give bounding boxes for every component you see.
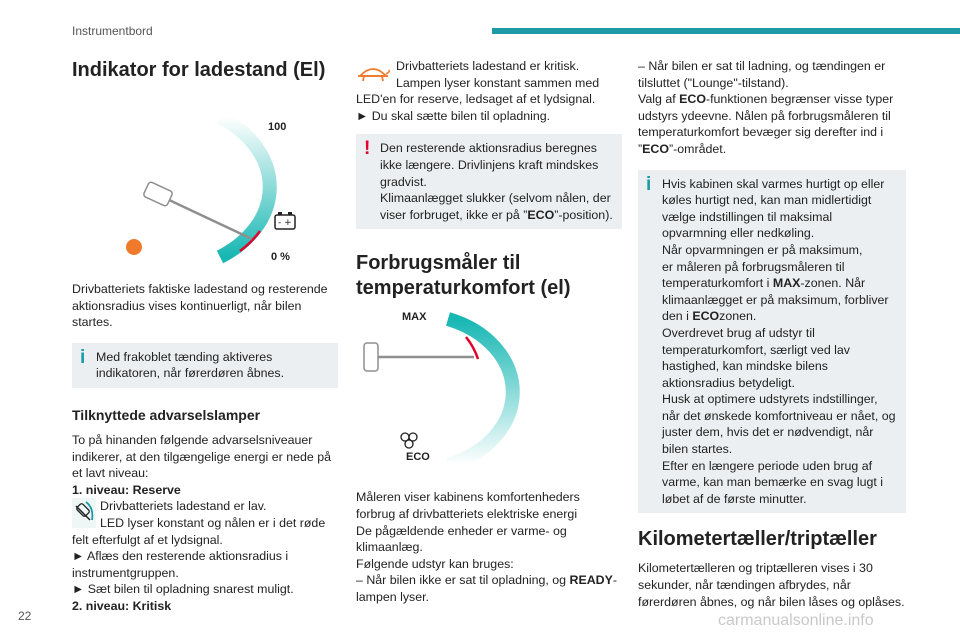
note-p2: Når opvarmningen er på maksimum, (662, 242, 863, 257)
gauge-label-max: MAX (402, 311, 427, 324)
warning-note-line2: Klimaanlægget slukker (selvom nålen, der viser forbruget, ikke er på ”ECO”-position). (380, 191, 613, 222)
info-icon: i (646, 173, 652, 195)
battery-plug-icon (275, 212, 295, 229)
charge-gauge-illustration (72, 89, 338, 269)
level1-bullet2: ► Sæt bilen til opladning snarest muligt. (72, 582, 294, 597)
comfort-desc2: De pågældende enheder er varme- og klimaanlæg. (356, 523, 567, 555)
eco-leaves-icon (401, 433, 417, 448)
column-2 (356, 58, 622, 606)
critical-line2: Lampen lyser konstant sammen med LED'en for reserve, ledsaget af et lydsignal. (356, 75, 600, 107)
gauge-label-eco: ECO (406, 451, 430, 464)
odometer-text: Kilometertælleren og triptælleren vises i 30 sekunder, når tændingen afbrydes, når førerdøren åbnes, og når bilen låses og oplåses. (638, 561, 905, 609)
info-note-text: Med frakoblet tænding aktiveres indikatoren, når førerdøren åbnes. (96, 349, 285, 381)
comfort-gauge-svg (356, 307, 622, 477)
comfort-gauge-illustration (356, 307, 622, 477)
watermark: carmanualsonline.info (718, 612, 874, 629)
note-p5: Husk at optimere udstyrets indstillinger, når det ønskede komfortniveau er nået, og juster dem, hvis det er nødvendigt, når bilen startes. (662, 392, 896, 457)
critical-block (356, 58, 622, 108)
note-p1: Hvis kabinen skal varmes hurtigt op eller køles hurtigt ned, kan man midlertidigt vælge indstillingen til maksimal opvarmning eller nedkøling. (662, 176, 885, 241)
eco-function-text: Valg af ECO-funktionen begrænser visse typer udstyrs ydeevne. Nålen på forbrugsmåleren til temperaturkomfort bevæger sig derefter ind i ”ECO”-området. (638, 92, 894, 156)
comfort-arc (448, 319, 513, 465)
reserve-led-icon (126, 239, 142, 255)
gauge-label-0: 0 % (271, 251, 290, 263)
critical-line1: Drivbatteriets ladestand er kritisk. (396, 59, 580, 73)
gauge-label-100: 100 (268, 121, 287, 133)
level1-block (72, 498, 338, 548)
section-title-charge-indicator: Indikator for ladestand (El) (72, 59, 326, 81)
charge-intro-text: Drivbatteriets faktiske ladestand og resterende aktionsradius vises kontinuerligt, når bilen startes. (72, 282, 328, 330)
level1-line2: LED lyser konstant og nålen er i det røde felt efterfulgt af et lydsignal. (72, 515, 326, 547)
note-p4: Overdrevet brug af udstyr til temperaturkomfort, særligt ved lav hastighed, kan mindske bilens aktionsradius betydeligt. (662, 325, 850, 390)
column-3 (638, 58, 906, 610)
level1-label: 1. niveau: Reserve (72, 482, 181, 497)
max-red-zone (466, 337, 478, 359)
note-p3: er måleren på forbrugsmåleren til temperaturkomfort i MAX-zonen. Når klimaanlægget er på maksimum, forbliver den i ECOzonen. (662, 259, 889, 324)
section-title-comfort-meter: Forbrugsmåler til temperaturkomfort (el) (356, 252, 571, 300)
warning-exclamation-icon: ! (364, 138, 371, 160)
column-1 (72, 58, 338, 615)
comfort-desc1: Måleren viser kabinens komfortenheders forbrug af drivbatteriets elektriske energi (356, 490, 580, 521)
info-icon: i (80, 346, 86, 368)
subtitle-warning-lamps: Tilknyttede advarselslamper (72, 406, 261, 423)
warning-note-line1: Den resterende aktionsradius beregnes ikke længere. Drivlinjens kraft mindskes gradvist. (380, 141, 599, 189)
levels-intro-text: To på hinanden følgende advarselsniveauer indikerer, at den tilgængelige energi er nede på et lavt niveau: (72, 432, 332, 481)
warning-note-range (356, 134, 622, 229)
needle-hub (143, 181, 173, 206)
level1-bullet1: ► Aflæs den resterende aktionsradius i instrumentgruppen. (72, 549, 289, 580)
section-header: Instrumentbord (72, 24, 153, 38)
reserve-battery-warning-icon (72, 498, 96, 528)
section-title-odometer: Kilometertæller/triptæller (638, 528, 877, 551)
charge-gauge-svg (72, 89, 338, 269)
header-accent-bar (492, 28, 960, 34)
level2-label: 2. niveau: Kritisk (72, 598, 172, 613)
critical-bullet: ► Du skal sætte bilen til opladning. (356, 108, 551, 123)
comfort-item1: – Når bilen ikke er sat til opladning, og READY-lampen lyser. (356, 573, 618, 604)
turtle-icon (356, 60, 390, 86)
svg-text:- +: - + (278, 218, 292, 228)
page-number: 22 (18, 609, 32, 623)
comfort-item2: – Når bilen er sat til ladning, og tændingen er tilsluttet ("Lounge"-tilstand). (638, 59, 886, 90)
comfort-needle-hub (364, 343, 378, 371)
level1-line1: Drivbatteriets ladestand er lav. (100, 499, 267, 514)
info-note-ignition (72, 343, 338, 388)
comfort-desc3: Følgende udstyr kan bruges: (356, 556, 514, 571)
info-note-comfort (638, 170, 906, 514)
note-p6: Efter en længere periode uden brug af varme, kan man bemærke en svag lugt i løbet af de første minutter. (662, 458, 884, 506)
